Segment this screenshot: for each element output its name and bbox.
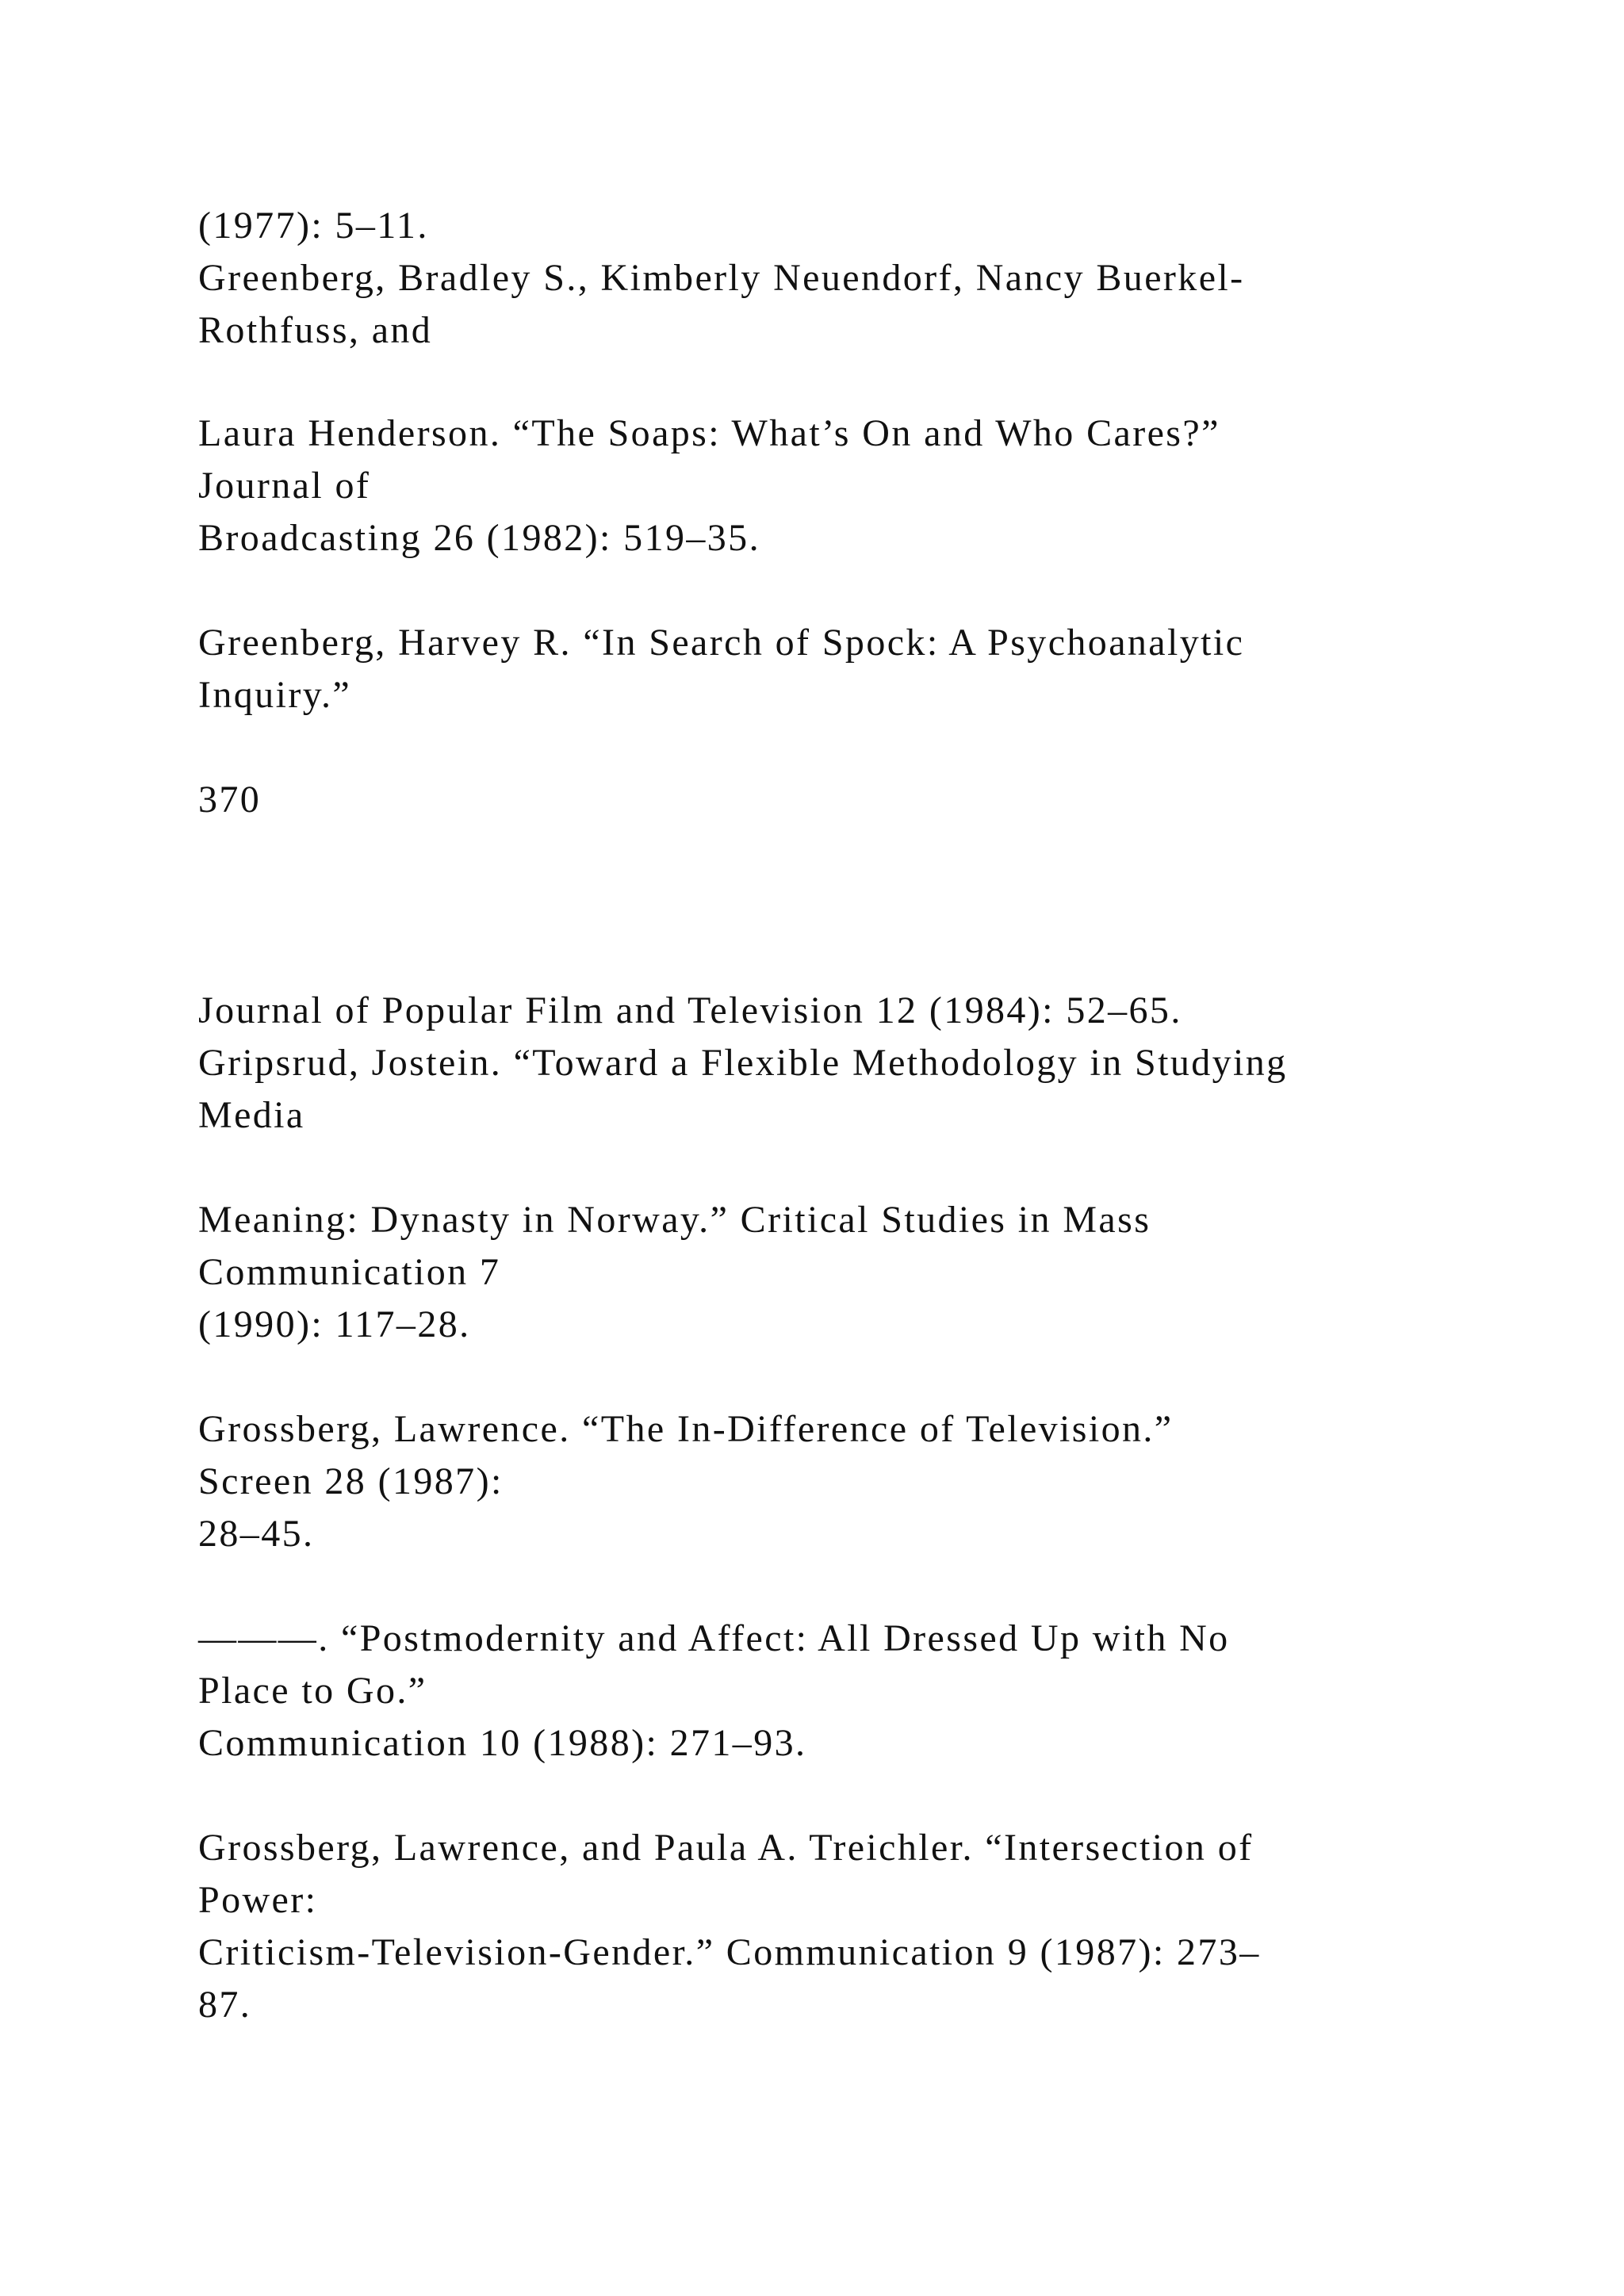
- text-line: Greenberg, Harvey R. “In Search of Spock: A Psychoanalytic: [198, 622, 1245, 664]
- text-line: 28–45.: [198, 1513, 315, 1555]
- text-line: (1990): 117–28.: [198, 1303, 471, 1345]
- text-line: (1977): 5–11.: [198, 205, 429, 247]
- text-line: Journal of: [198, 465, 371, 507]
- text-line: Greenberg, Bradley S., Kimberly Neuendorf, Nancy Buerkel-: [198, 257, 1245, 299]
- text-line: Meaning: Dynasty in Norway.” Critical Studies in Mass: [198, 1199, 1151, 1241]
- text-line: Grossberg, Lawrence. “The In-Difference of Television.”: [198, 1408, 1174, 1450]
- text-line: Gripsrud, Jostein. “Toward a Flexible Methodology in Studying: [198, 1042, 1288, 1084]
- text-line: Place to Go.”: [198, 1670, 427, 1712]
- text-line: Media: [198, 1094, 305, 1136]
- text-line: Criticism-Television-Gender.” Communication 9 (1987): 273–: [198, 1931, 1261, 1973]
- text-line: Inquiry.”: [198, 674, 352, 716]
- text-line: ———. “Postmodernity and Affect: All Dressed Up with No: [198, 1617, 1230, 1659]
- text-line: Laura Henderson. “The Soaps: What’s On and Who Cares?”: [198, 412, 1220, 454]
- text-line: Communication 10 (1988): 271–93.: [198, 1722, 807, 1764]
- text-line: Rothfuss, and: [198, 309, 433, 351]
- text-line: Grossberg, Lawrence, and Paula A. Treichler. “Intersection of: [198, 1827, 1254, 1869]
- text-line: Broadcasting 26 (1982): 519–35.: [198, 517, 760, 559]
- text-line: Screen 28 (1987):: [198, 1460, 504, 1502]
- text-line: Communication 7: [198, 1251, 501, 1293]
- text-line: 87.: [198, 1984, 252, 2026]
- text-line: Power:: [198, 1879, 318, 1921]
- text-line: Journal of Popular Film and Television 12 (1984): 52–65.: [198, 989, 1182, 1031]
- page-number: 370: [198, 779, 262, 821]
